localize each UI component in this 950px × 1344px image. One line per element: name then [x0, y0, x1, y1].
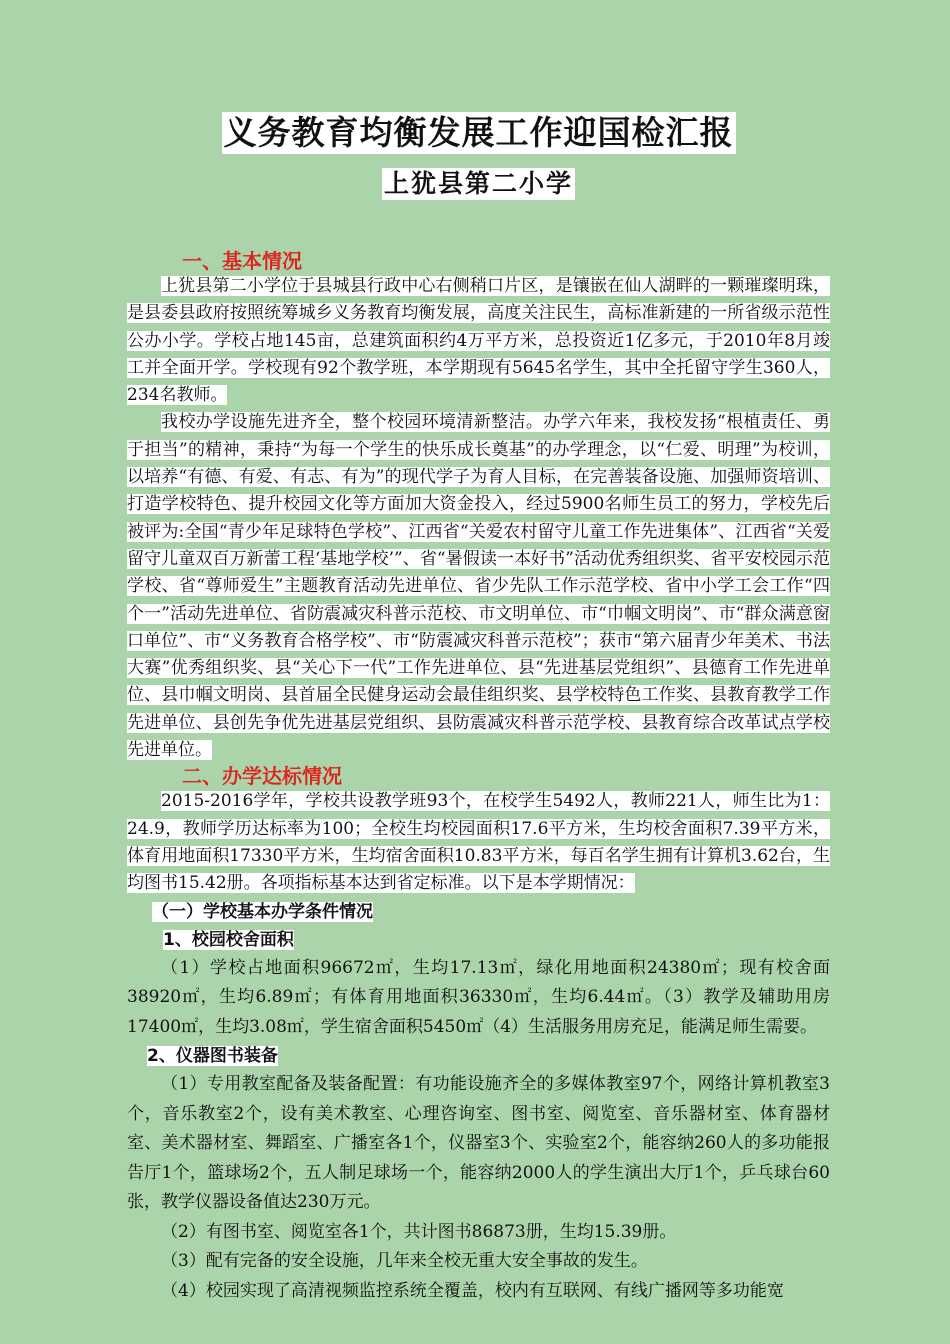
title-block	[127, 0, 830, 156]
paragraph-equipment-4: （4）校园实现了高清视频监控系统全覆盖，校内有互联网、有线广播网等多功能宽	[161, 1280, 784, 1301]
paragraph-equipment-3: （3）配有完备的安全设施，几年来全校无重大安全事故的发生。	[161, 1251, 648, 1272]
document-title: 义务教育均衡发展工作迎国检汇报	[223, 113, 734, 152]
section-heading-basic-info: 一、基本情况	[182, 249, 302, 273]
subsection-heading-text: （一）学校基本办学条件情况	[152, 901, 373, 922]
paragraph-text: 上犹县第二小学位于县城县行政中心右侧稍口片区，是镶嵌在仙人湖畔的一颗璀璨明珠，是县委县政府按照统筹城乡义务教育均衡发展，高度关注民生，高标准新建的一所省级示范性公办小学。学校占地145亩，总建筑面积约4万平方米，总投资近1亿多元，于2010年8月竣工并全面开学。学校现有92个教学班，本学期现有5645名学生，其中全托留守学生360人，234名教师。	[127, 276, 830, 406]
paragraph-text: 2015-2016学年，学校共设教学班93个，在校学生5492人，教师221人，师生比为1：24.9，教师学历达标率为100；全校生均校园面积17.6平方米，生均校舍面积7.39平方米，体育用地面积17330平方米，生均宿舍面积10.83平方米，每百名学生拥有计算机3.62台，生均图书15.42册。各项指标基本达到省定标准。以下是本学期情况：	[127, 791, 830, 894]
item-heading-text: 1、校园校舍面积	[163, 929, 294, 950]
paragraph-standards-1	[127, 788, 830, 897]
section-heading-standards: 二、办学达标情况	[182, 764, 342, 789]
paragraph-equipment-2: （2）有图书室、阅览室各1个，共计图书86873册，生均15.39册。	[161, 1221, 677, 1242]
item-heading-equipment	[127, 1042, 830, 1070]
item-heading-campus-area	[127, 926, 830, 954]
paragraph-equipment-1: （1）专用教室配备及装备配置：有功能设施齐全的多媒体教室97个，网络计算机教室3个，音乐教室2个，设有美术教室、心理咨询室、图书室、阅览室、音乐器材室、体育器材室、美术器材室、舞蹈室、广播室各1个，仪器室3个、实验室2个，能容纳260人的多功能报告厅1个，篮球场2个，五人制足球场一个，能容纳2000人的学生演出大厅1个，乒乓球台60张，教学仪器设备值达230万元。	[127, 1074, 830, 1213]
paragraph-campus-area: （1）学校占地面积96672㎡，生均17.13㎡，绿化用地面积24380㎡；现有校舍面38920㎡，生均6.89㎡；有体育用地面积36330㎡，生均6.44㎡。（3）教学及辅助用房17400㎡，生均3.08㎡，学生宿舍面积5450㎡（4）生活服务用房充足，能满足师生需要。	[127, 957, 830, 1037]
subsection-heading-conditions	[127, 898, 830, 926]
paragraph-basic-info-1	[127, 273, 830, 409]
item-heading-text: 2、仪器图书装备	[147, 1046, 278, 1067]
paragraph-basic-info-2	[127, 409, 830, 764]
document-subtitle: 上犹县第二小学	[383, 169, 573, 198]
subtitle-block	[127, 168, 830, 202]
paragraph-text: 我校办学设施先进齐全，整个校园环境清新整洁。办学六年来，我校发扬“根植责任、勇于担当”的精神，秉持“为每一个学生的快乐成长奠基”的办学理念，以“仁爱、明理”为校训，以培养“有德、有爱、有志、有为”的现代学子为育人目标，在完善装备设施、加强师资培训、打造学校特色、提升校园文化等方面加大资金投入，经过5900名师生员工的努力，学校先后被评为:全国“青少年足球特色学校”、江西省“关爱农村留守儿童工作先进集体”、江西省“关爱留守儿童双百万新蕾工程‘基地学校’”、省“暑假读一本好书”活动优秀组织奖、省平安校园示范学校、省“尊师爱生”主题教育活动先进单位、省少先队工作示范学校、省中小学工会工作“四个一”活动先进单位、省防震减灾科普示范校、市文明单位、市“巾帼文明岗”、市“群众满意窗口单位”、市“义务教育合格学校”、市“防震减灾科普示范校”；获市“第六届青少年美术、书法大赛”优秀组织奖、县“关心下一代”工作先进单位、县“先进基层党组织”、县德育工作先进单位、县巾帼文明岗、县首届全民健身运动会最佳组织奖、县学校特色工作奖、县教育教学工作先进单位、县创先争优先进基层党组织、县防震减灾科普示范学校、县教育综合改革试点学校先进单位。	[127, 412, 830, 761]
